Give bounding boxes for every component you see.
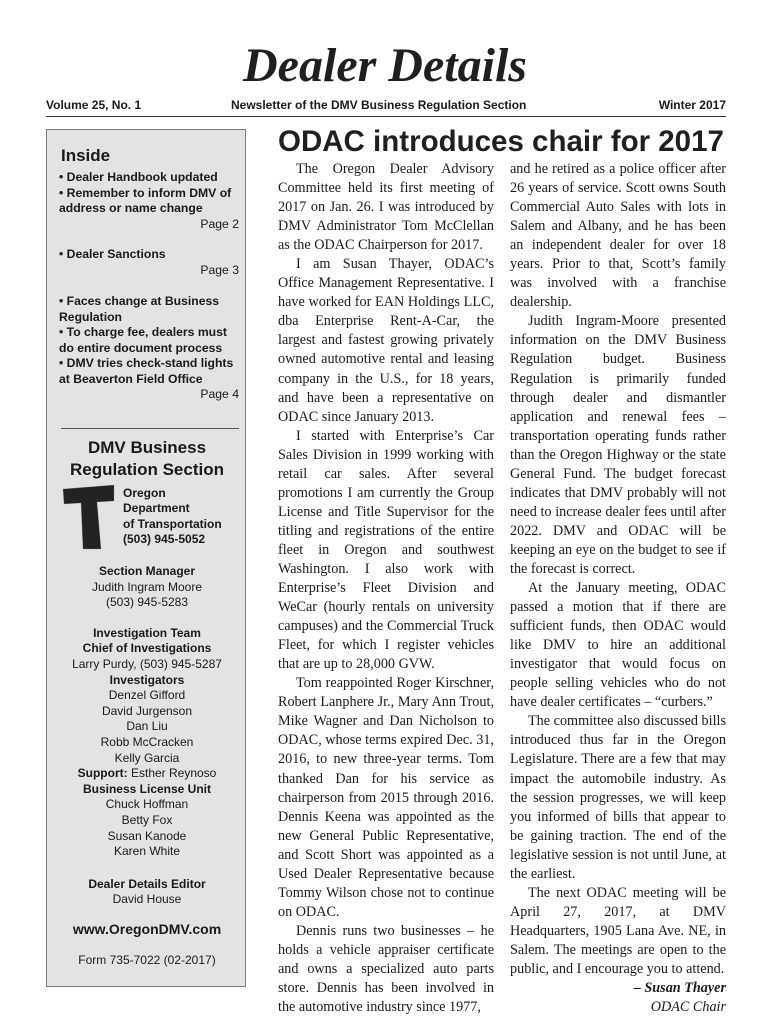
article-paragraph: The committee also discussed bills introduced thus far in the Oregon Legislature. There are a few that may impact the automobile industry. As the session progresses, we will keep you informed of bills that appear to be gaining traction. The end of the legislative session is not until June, at the earliest. bbox=[510, 713, 726, 882]
odot-logo-icon bbox=[61, 483, 116, 551]
inside-item: • Remember to inform DMV of address or name change bbox=[59, 185, 232, 215]
inside-heading: Inside bbox=[61, 146, 111, 165]
inside-item: • Faces change at Business Regulation bbox=[59, 294, 220, 324]
newsletter-masthead: Dealer Details bbox=[243, 39, 527, 92]
odot-line: of Transportation bbox=[123, 516, 222, 531]
article-paragraph: I am Susan Thayer, ODAC’s Office Management Representative. I have worked for EAN Holdings LLC, dba Enterprise Rent-A-Car, the largest and fastest growing privately owned automotive rental and leasing company in the U.S., for 18 years, and have been a representative on ODAC since January 2013. bbox=[278, 256, 494, 425]
section-manager-phone: (503) 945-5283 bbox=[105, 595, 189, 610]
staff-directory bbox=[54, 564, 240, 908]
odot-phone: (503) 945-5052 bbox=[123, 532, 206, 547]
support-name: Esther Reynoso bbox=[127, 766, 217, 781]
support-line bbox=[54, 766, 240, 782]
inside-group-3 bbox=[59, 294, 239, 403]
investigator-name: Robb McCracken bbox=[100, 734, 194, 749]
inside-group-2 bbox=[59, 247, 239, 278]
investigator-name: Kelly Garcia bbox=[114, 750, 180, 765]
investigator-name: Denzel Gifford bbox=[108, 688, 186, 703]
license-unit-name: Karen White bbox=[113, 844, 181, 859]
page-ref: Page 4 bbox=[200, 387, 239, 401]
support-label: Support: bbox=[77, 766, 128, 781]
sidebar-divider bbox=[61, 428, 239, 429]
newsletter-subtitle: Newsletter of the DMV Business Regulation Section bbox=[231, 98, 527, 112]
investigators-label: Investigators bbox=[109, 672, 185, 687]
signature-title: ODAC Chair bbox=[650, 999, 726, 1016]
website-link[interactable]: www.OregonDMV.com bbox=[72, 921, 222, 937]
inside-item: • To charge fee, dealers must do entire document process bbox=[59, 325, 227, 355]
chief-label: Chief of Investigations bbox=[82, 641, 212, 656]
inside-item: • Dealer Sanctions bbox=[59, 247, 166, 261]
chief-name: Larry Purdy, (503) 945-5287 bbox=[72, 656, 222, 671]
article-paragraph: I started with Enterprise’s Car Sales Division in 1999 working with retail car sales. After several promotions I am currently the Group License and Title Supervisor for the titling and registrations of the entire fleet in Oregon and southwest Washington. I also work with Enterprise’s Fleet Division and WeCar (hourly rentals on university campuses) and the Commercial Truck Fleet, for which I register vehicles that are up to 28,000 GVW. bbox=[278, 427, 494, 673]
section-heading: DMV Business Regulation Section bbox=[70, 438, 224, 479]
header-rule bbox=[46, 116, 726, 117]
issue-season: Winter 2017 bbox=[658, 98, 726, 112]
signature-name: – Susan Thayer bbox=[633, 980, 726, 997]
inside-item: • Dealer Handbook updated bbox=[59, 170, 218, 184]
volume-number: Volume 25, No. 1 bbox=[46, 98, 142, 112]
sidebar-box bbox=[46, 129, 246, 987]
section-manager-label: Section Manager bbox=[98, 564, 196, 578]
article-paragraph: The next ODAC meeting will be April 27, 2017, at DMV Headquarters, 1905 Lana Ave. NE, in Salem. The meetings are open to the public, and I encourage you to attend. bbox=[510, 884, 726, 977]
editor-name: David House bbox=[112, 892, 182, 907]
page-ref: Page 2 bbox=[200, 216, 239, 231]
investigator-name: Dan Liu bbox=[126, 719, 168, 734]
inside-item: • DMV tries check-stand lights at Beaverton Field Office bbox=[59, 356, 234, 386]
article-paragraph: Judith Ingram-Moore presented information on the DMV Business Regulation budget. Business Regulation is primarily funded through dealer and dismantler application and renewal fees – transportation operating funds rather than the Oregon Highway or the state General Fund. The budget forecast indicates that DMV probably will not need to increase dealer fees until after 2022. DMV and ODAC will be keeping an eye on the budget to see if the forecast is correct. bbox=[510, 313, 726, 577]
article-column-1 bbox=[278, 160, 494, 1017]
odot-line: Department bbox=[123, 501, 190, 516]
issue-info-bar bbox=[46, 98, 726, 114]
license-unit-name: Chuck Hoffman bbox=[105, 797, 189, 812]
article-headline: ODAC introduces chair for 2017 bbox=[278, 125, 724, 158]
license-unit-name: Betty Fox bbox=[121, 812, 173, 827]
editor-label: Dealer Details Editor bbox=[88, 876, 206, 891]
article-paragraph: Tom reappointed Roger Kirschner, Robert Lanphere Jr., Mary Ann Trout, Mike Wagner and Dan Nicholson to ODAC, whose terms expired Dec. 31, 2016, to new three-year terms. Tom thanked Dan for his service as chairperson from 2015 through 2016. Dennis Keena was appointed as the new General Public Representative, and Scott Short was appointed as a Used Dealer Representative because Tommy Wilson chose not to continue on ODAC. bbox=[278, 675, 494, 920]
form-number: Form 735-7022 (02-2017) bbox=[78, 953, 216, 967]
article-paragraph: and he retired as a police officer after 26 years of service. Scott owns South Commercial Auto Sales with lots in Salem and Albany, and he has been an independent dealer for over 18 years. Prior to that, Scott’s family was involved with a franchise dealership. bbox=[510, 161, 726, 311]
odot-contact bbox=[123, 486, 243, 548]
investigation-team-label: Investigation Team bbox=[93, 625, 201, 640]
article-paragraph: At the January meeting, ODAC passed a motion that if there are sufficient funds, then ODAC would like DMV to hire an additional investigator that would focus on people selling vehicles who do not have dealer certificates – “curbers.” bbox=[510, 580, 726, 711]
article-paragraph: Dennis runs two businesses – he holds a vehicle appraiser certificate and owns a specialized auto parts store. Dennis has been involved in the automotive industry since 1977, bbox=[278, 922, 494, 1016]
section-manager-name: Judith Ingram Moore bbox=[91, 579, 203, 594]
odot-line: Oregon bbox=[123, 486, 166, 500]
license-unit-label: Business License Unit bbox=[82, 781, 212, 796]
article-column-2 bbox=[510, 160, 726, 1017]
inside-group-1 bbox=[59, 170, 239, 232]
license-unit-name: Susan Kanode bbox=[107, 828, 187, 843]
page-ref: Page 3 bbox=[200, 262, 239, 277]
investigator-name: David Jurgenson bbox=[101, 703, 193, 718]
article-paragraph: The Oregon Dealer Advisory Committee held its first meeting of 2017 on Jan. 26. I was introduced by DMV Administrator Tom McClellan as the ODAC Chairperson for 2017. bbox=[278, 161, 494, 254]
